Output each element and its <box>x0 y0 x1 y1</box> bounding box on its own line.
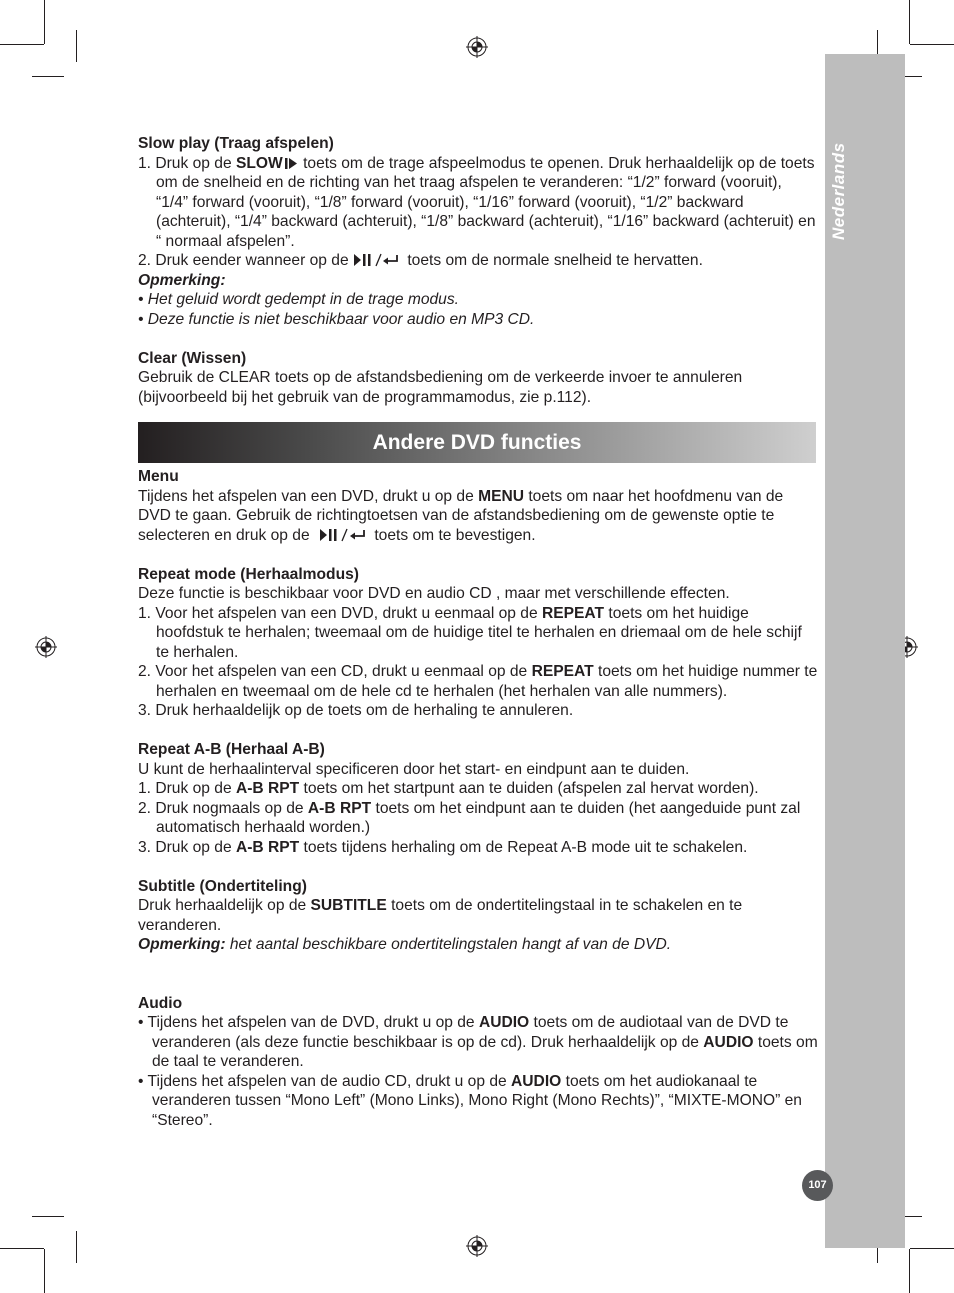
repeat-intro: Deze functie is beschikbaar voor DVD en audio CD , maar met verschillende effecten. <box>138 585 730 602</box>
note-item: • Het geluid wordt gedempt in de trage modus. <box>138 291 459 308</box>
ab-rpt-key-label: A-B RPT <box>307 799 372 817</box>
page-number: 107 <box>802 1170 833 1201</box>
repeat-step-1: 1. Voor het afspelen van een DVD, drukt u eenmaal op de REPEAT toets om het huidige hoofdstuk te herhalen; tweemaal om de huidige titel te herhalen en driemaal om de hele schijf te herhalen. <box>138 604 802 661</box>
repeat-step-3: 3. Druk herhaaldelijk op de toets om de herhaling te annuleren. <box>138 702 574 719</box>
section-banner: Andere DVD functies <box>138 422 816 463</box>
crop-mark <box>32 1216 64 1217</box>
section-heading-subtitle: Subtitle (Ondertiteling) <box>138 877 307 895</box>
ab-rpt-key-label: A-B RPT <box>235 838 300 856</box>
menu-key-label: MENU <box>478 487 525 505</box>
crop-mark <box>910 44 954 45</box>
crop-mark <box>44 0 45 44</box>
crop-mark <box>44 1249 45 1293</box>
crop-mark <box>909 1249 910 1293</box>
slow-key-label: SLOW <box>235 154 283 172</box>
subtitle-text: Druk herhaaldelijk op de SUBTITLE toets om de ondertitelingstaal in te schakelen en te veranderen. <box>138 897 743 934</box>
crop-mark <box>909 0 910 44</box>
crop-mark <box>0 44 44 45</box>
slow-play-step-1: 1. Druk op de SLOW toets om de trage afspeelmodus te openen. Druk herhaaldelijk op de toets om de snelheid en de richting van het traag afspelen te veranderen: “1/2” forward (vooruit), “1/4” forward (vooruit), “1/8” forward (vooruit), “1/16” forward (vooruit), “1/2” backward (achteruit), “1/4” backward (achteruit), “1/8” backward (achteruit), “1/16” backward (achteruit) en “ normaal afspelen”. <box>138 154 816 250</box>
repeat-ab-step-3: 3. Druk op de A-B RPT toets tijdens herhaling om de Repeat A-B mode uit te schakelen. <box>138 838 748 856</box>
language-label <box>829 216 849 240</box>
repeat-ab-step-2: 2. Druk nogmaals op de A-B RPT toets om het eindpunt aan te duiden (het aangeduide punt zal automatisch herhaald worden.) <box>138 799 801 836</box>
section-heading-clear: Clear (Wissen) <box>138 349 247 367</box>
slow-play-step-2: 2. Druk eender wanneer op de toets om de normale snelheid te hervatten. <box>138 252 703 269</box>
section-heading-menu: Menu <box>138 468 179 485</box>
repeat-step-2: 2. Voor het afspelen van een CD, drukt u eenmaal op de REPEAT toets om het huidige nummer te herhalen en tweemaal om de hele cd te herhalen (het herhalen van alle nummers). <box>138 663 818 700</box>
main-content <box>138 134 818 1130</box>
subtitle-key-label: SUBTITLE <box>310 897 387 914</box>
section-heading-repeat: Repeat mode (Herhaalmodus) <box>138 565 359 583</box>
repeat-ab-step-1: 1. Druk op de A-B RPT toets om het startpunt aan te duiden (afspelen zal hervat worden). <box>138 780 759 797</box>
crop-mark <box>76 1231 77 1263</box>
slow-forward-icon <box>283 157 299 170</box>
note-item: • Deze functie is niet beschikbaar voor audio en MP3 CD. <box>138 310 535 328</box>
crop-mark <box>910 1248 954 1249</box>
section-heading-repeat-ab: Repeat A-B (Herhaal A-B) <box>138 741 325 758</box>
audio-key-label: AUDIO <box>478 1014 530 1031</box>
registration-mark-icon <box>466 36 488 58</box>
registration-mark-icon <box>35 636 57 658</box>
registration-mark-icon <box>466 1235 488 1257</box>
audio-bullet-1: • Tijdens het afspelen van de DVD, drukt u op de AUDIO toets om de audiotaal van de DVD te veranderen (als deze functie beschikbaar is op de cd). Druk herhaaldelijk op de AUDIO toets om de taal te veranderen. <box>138 1014 818 1070</box>
audio-bullet-2: • Tijdens het afspelen van de audio CD, drukt u op de AUDIO toets om het audiokanaal te veranderen tussen “Mono Left” (Mono Links), Mono Right (Mono Rechts)”, “MIXTE-MONO” en “Stereo”. <box>138 1072 802 1129</box>
repeat-key-label: REPEAT <box>541 604 605 622</box>
audio-key-label: AUDIO <box>703 1033 754 1051</box>
menu-text: Tijdens het afspelen van een DVD, drukt u op de MENU toets om naar het hoofdmenu van de DVD te gaan. Gebruik de richtingtoetsen van de afstandsbediening om de gewenste optie te selecteren en druk op de toets om te bevestigen. <box>138 487 784 544</box>
play-pause-enter-icon <box>314 528 370 542</box>
play-pause-enter-icon <box>353 253 403 267</box>
clear-text: Gebruik de CLEAR toets op de afstandsbediening om de verkeerde invoer te annuleren (bijvoorbeeld bij het gebruik van de programmamodus, zie p.112). <box>138 369 743 406</box>
repeat-key-label: REPEAT <box>531 663 594 680</box>
note-label: Opmerking: <box>138 271 226 289</box>
crop-mark <box>0 1248 44 1249</box>
repeat-ab-intro: U kunt de herhaalinterval specificeren door het start- en eindpunt aan te duiden. <box>138 760 690 778</box>
crop-mark <box>32 76 64 77</box>
crop-mark <box>76 30 77 62</box>
section-heading-slow-play: Slow play (Traag afspelen) <box>138 135 334 152</box>
section-heading-audio: Audio <box>138 994 183 1012</box>
audio-key-label: AUDIO <box>511 1072 562 1090</box>
subtitle-note: Opmerking: het aantal beschikbare ondertitelingstalen hangt af van de DVD. <box>138 936 672 953</box>
ab-rpt-key-label: A-B RPT <box>235 780 300 797</box>
